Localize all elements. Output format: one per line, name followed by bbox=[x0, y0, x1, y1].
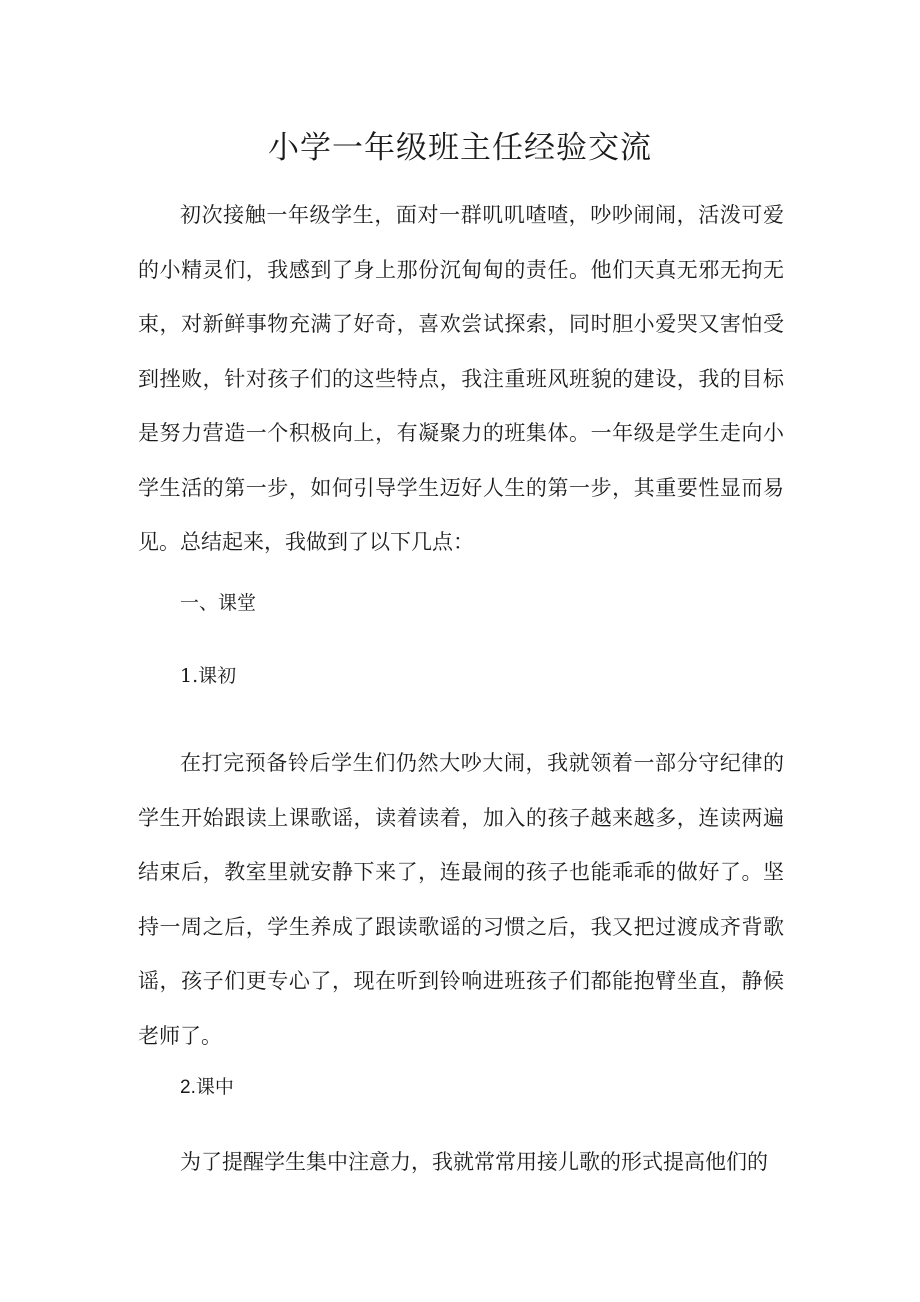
section-heading-classroom: 一、课堂 bbox=[180, 592, 257, 614]
mid-class-paragraph: 为了提醒学生集中注意力，我就常常用接儿歌的形式提高他们的 bbox=[180, 1150, 768, 1174]
class-start-paragraph: 在打完预备铃后学生们仍然大吵大闹，我就领着一部分守纪律的学生开始跟读上课歌谣，读着读着，加入的孩子越来越多，连读两遍结束后，教室里就安静下来了，连最闹的孩子也能乖乖的做好了。坚持一周之后，学生养成了跟读歌谣的习惯之后，我又把过渡成齐背歌谣，孩子们更专心了，现在听到铃响进班孩子们都能抱臂坐直，静候老师了。 bbox=[138, 751, 784, 1048]
subheading-class-start: 1.课初 bbox=[180, 665, 237, 687]
intro-paragraph: 初次接触一年级学生，面对一群叽叽喳喳，吵吵闹闹，活泼可爱的小精灵们，我感到了身上那份沉甸甸的责任。他们天真无邪无拘无束，对新鲜事物充满了好奇，喜欢尝试探索，同时胆小爱哭又害怕受到挫败，针对孩子们的这些特点，我注重班风班貌的建设，我的目标是努力营造一个积极向上，有凝聚力的班集体。一年级是学生走向小学生活的第一步，如何引导学生迈好人生的第一步，其重要性显而易见。总结起来，我做到了以下几点： bbox=[138, 203, 784, 554]
document-title: 小学一年级班主任经验交流 bbox=[268, 130, 652, 166]
subheading-mid-class: 2.课中 bbox=[180, 1077, 234, 1098]
